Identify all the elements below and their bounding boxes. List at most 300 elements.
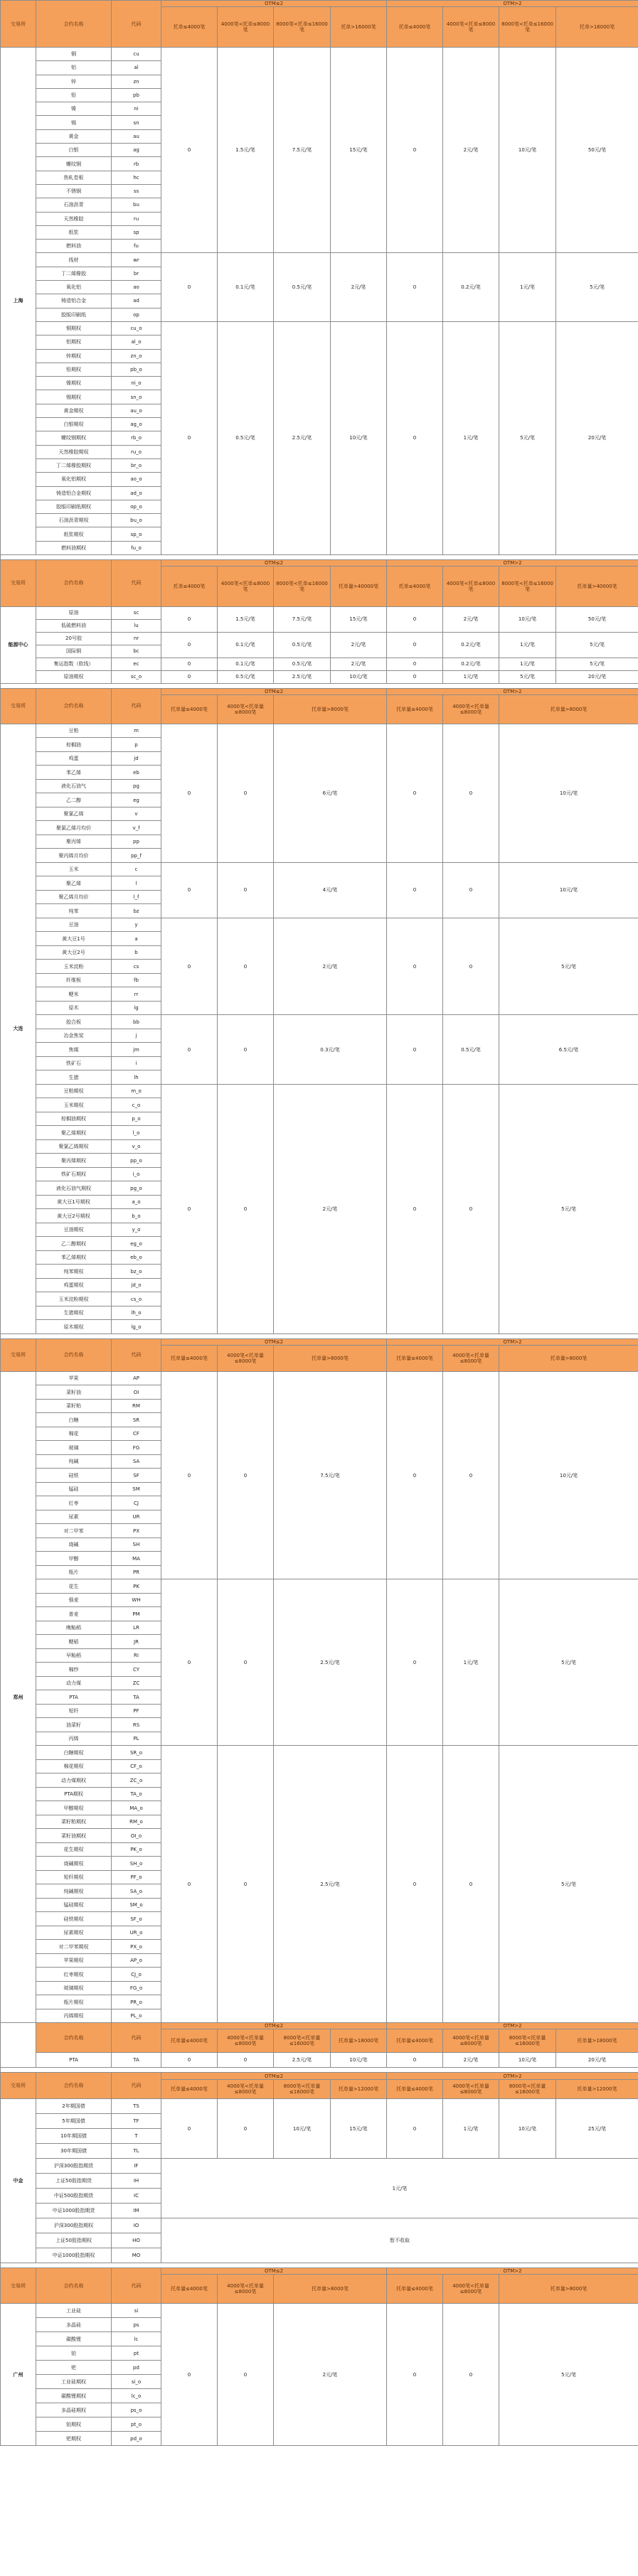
contract-name: 钯期权 — [36, 2432, 112, 2446]
section-gap — [1, 1333, 638, 1338]
fee-value: 0 — [161, 632, 218, 658]
code-header: 代码 — [112, 2268, 161, 2304]
contract-name: 丁二烯橡胶 — [36, 267, 112, 280]
contract-code: pg_o — [112, 1181, 161, 1196]
contract-code: bb — [112, 1015, 161, 1029]
contract-name: 纤维板 — [36, 973, 112, 987]
contract-code: PK — [112, 1579, 161, 1594]
tier-header: 4000笔<托单量≤8000笔 — [218, 2080, 274, 2099]
contract-code: pd_o — [112, 2432, 161, 2446]
contract-code: SR_o — [112, 1746, 161, 1760]
fee-value: 0.5元/笔 — [274, 632, 331, 658]
contract-name: 螺纹钢 — [36, 157, 112, 171]
contract-name: 铸造铝合金 — [36, 294, 112, 308]
contract-code: ZC — [112, 1676, 161, 1690]
tier-header: 托单量≤4000笔 — [161, 2029, 218, 2053]
tier-header: 4000笔<托单量≤8000笔 — [443, 2029, 499, 2053]
contract-name: 胶版印刷纸期权 — [36, 500, 112, 513]
code-header: 代码 — [112, 1, 161, 48]
contract-code: zn_o — [112, 349, 161, 363]
contract-name: 燃料油 — [36, 240, 112, 253]
tier-header: 托单量≤4000笔 — [387, 2275, 443, 2304]
contract-name: 菜籽油 — [36, 1385, 112, 1400]
fee-value: 20元/笔 — [556, 321, 638, 554]
contract-code: OI_o — [112, 1829, 161, 1843]
contract-code: lg_o — [112, 1320, 161, 1334]
contract-code: RM_o — [112, 1815, 161, 1829]
tier-header: 托单量≤4000笔 — [161, 694, 218, 724]
fee-value: 20元/笔 — [556, 670, 638, 683]
contract-name: 白银期权 — [36, 418, 112, 431]
table-row — [1, 724, 638, 738]
fee-value: 2元/笔 — [274, 1084, 387, 1333]
contract-code: RM — [112, 1399, 161, 1413]
contract-name: 强麦 — [36, 1593, 112, 1607]
contract-code: br_o — [112, 458, 161, 472]
contract-code: sn_o — [112, 390, 161, 404]
fee-value: 2.5元/笔 — [274, 670, 331, 683]
contract-code: zn — [112, 75, 161, 88]
contract-name: 粳米 — [36, 987, 112, 1002]
contract-name: 丁二烯橡胶期权 — [36, 458, 112, 472]
fee-value: 0 — [218, 862, 274, 918]
contract-name: 碳酸锂 — [36, 2332, 112, 2346]
contract-name: 菜籽油期权 — [36, 1829, 112, 1843]
contract-name: 普麦 — [36, 1607, 112, 1621]
contract-code: lh — [112, 1070, 161, 1085]
tier-header: 托单量>8000笔 — [499, 2275, 638, 2304]
fee-value: 15元/笔 — [331, 2099, 387, 2159]
otm-le2-header: OTM≤2 — [161, 2023, 387, 2029]
contract-name: 硅铁期权 — [36, 1912, 112, 1926]
fee-value: 0 — [387, 1371, 443, 1579]
contract-code: pp_o — [112, 1154, 161, 1168]
tier-header: 托单量>8000笔 — [274, 694, 387, 724]
contract-name-header: 合约名称 — [36, 2073, 112, 2099]
contract-name: 锡期权 — [36, 390, 112, 404]
contract-code: l — [112, 876, 161, 891]
fee-value: 0 — [443, 1371, 499, 1579]
contract-code: nr — [112, 632, 161, 645]
otm-le2-header: OTM≤2 — [161, 2268, 387, 2275]
contract-code: sc — [112, 606, 161, 619]
contract-name: 锌期权 — [36, 349, 112, 363]
contract-code: ao — [112, 281, 161, 294]
table-row — [1, 2218, 638, 2233]
contract-code: ag_o — [112, 418, 161, 431]
contract-name: 玉米淀粉 — [36, 960, 112, 974]
fee-value: 0 — [161, 1084, 218, 1333]
contract-code: al — [112, 61, 161, 75]
fee-value: 10元/笔 — [499, 48, 556, 253]
contract-code: MO — [112, 2248, 161, 2263]
contract-code: PL_o — [112, 2009, 161, 2023]
fee-value: 0 — [387, 1084, 443, 1333]
section-header-row — [1, 1338, 638, 1345]
exchange-header: 交易所 — [1, 1, 36, 48]
contract-code: l_o — [112, 1126, 161, 1140]
fee-value: 1元/笔 — [499, 253, 556, 321]
contract-name: 中证1000股指期权 — [36, 2248, 112, 2263]
contract-code: al_o — [112, 336, 161, 349]
tier-header: 托单量≤4000笔 — [387, 2029, 443, 2053]
contract-name: 豆粕期权 — [36, 1084, 112, 1098]
tier-header: 托单≤4000笔 — [387, 7, 443, 48]
fee-value: 0 — [218, 918, 274, 1015]
contract-code: m_o — [112, 1084, 161, 1098]
contract-name: 苯乙烯期权 — [36, 1250, 112, 1265]
table-row — [1, 658, 638, 670]
fee-value: 0 — [387, 632, 443, 658]
contract-name: 胶合板 — [36, 1015, 112, 1029]
exchange-name: 大连 — [1, 724, 36, 1333]
fee-value: 5元/笔 — [556, 632, 638, 658]
contract-code: y_o — [112, 1223, 161, 1237]
contract-code: fu_o — [112, 541, 161, 554]
fee-value: 0.2元/笔 — [443, 658, 499, 670]
fee-value: 7.5元/笔 — [274, 48, 331, 253]
fee-value: 0 — [218, 724, 274, 862]
otm-gt2-header: OTM>2 — [387, 2073, 638, 2080]
fee-value: 0 — [387, 1015, 443, 1085]
contract-name-header: 合约名称 — [36, 1, 112, 48]
contract-name: 苹果期权 — [36, 1953, 112, 1968]
contract-name: 纸浆 — [36, 225, 112, 239]
contract-name: 动力煤 — [36, 1676, 112, 1690]
contract-name: 白糖期权 — [36, 1746, 112, 1760]
code-header: 代码 — [112, 559, 161, 606]
fee-value: 0 — [387, 253, 443, 321]
contract-name: 黄金期权 — [36, 404, 112, 417]
contract-code: IH — [112, 2174, 161, 2189]
contract-code: SH — [112, 1537, 161, 1552]
contract-name: 甲醇期权 — [36, 1801, 112, 1815]
contract-code: RI — [112, 1648, 161, 1663]
contract-code: fb — [112, 973, 161, 987]
contract-name: 钯 — [36, 2361, 112, 2375]
contract-name: 花生 — [36, 1579, 112, 1594]
tier-header: 8000笔<托单量≤16000笔 — [274, 2080, 331, 2099]
fee-value: 0 — [161, 606, 218, 632]
fee-value: 0 — [161, 2053, 218, 2068]
contract-code: fu — [112, 240, 161, 253]
contract-name: 白银 — [36, 144, 112, 157]
contract-name: 尿素期权 — [36, 1926, 112, 1940]
fee-value: 0.1元/笔 — [218, 253, 274, 321]
exchange-name: 能源中心 — [1, 606, 36, 683]
contract-name: 纯碱期权 — [36, 1884, 112, 1899]
fee-value: 0 — [161, 724, 218, 862]
tier-header: 托单≤4000笔 — [161, 7, 218, 48]
contract-code: ps — [112, 2318, 161, 2332]
exchange-name: 中金 — [1, 2099, 36, 2263]
spacer-cell — [1, 2023, 36, 2068]
contract-code: bz — [112, 904, 161, 918]
contract-code: PK_o — [112, 1842, 161, 1857]
contract-name: 胶版印刷纸 — [36, 308, 112, 321]
fee-value: 0 — [218, 2304, 274, 2446]
contract-name: 铁矿石 — [36, 1056, 112, 1070]
contract-code: cs_o — [112, 1292, 161, 1306]
contract-name: 氧化铝期权 — [36, 473, 112, 486]
fee-value: 0 — [387, 724, 443, 862]
fee-value: 1元/笔 — [499, 632, 556, 658]
fee-value: 0 — [443, 918, 499, 1015]
contract-code: IC — [112, 2189, 161, 2204]
contract-code: bu_o — [112, 514, 161, 527]
contract-name: 上证50股指期货 — [36, 2174, 112, 2189]
exchange-name: 广州 — [1, 2304, 36, 2446]
contract-code: c — [112, 862, 161, 876]
fee-value: 1元/笔 — [443, 2099, 499, 2159]
contract-code: ru — [112, 212, 161, 225]
tier-header: 8000笔<托单量≤16000笔 — [274, 2029, 331, 2053]
contract-name: 早籼稻 — [36, 1648, 112, 1663]
contract-code: bc — [112, 645, 161, 658]
table-row — [1, 321, 638, 335]
fee-value: 2元/笔 — [331, 632, 387, 658]
contract-code: au_o — [112, 404, 161, 417]
fee-value: 0 — [161, 48, 218, 253]
contract-name: 对二甲苯期权 — [36, 1940, 112, 1954]
contract-code: LR — [112, 1621, 161, 1635]
fee-value: 10元/笔 — [499, 862, 638, 918]
contract-name: 沪深300股指期货 — [36, 2159, 112, 2174]
contract-name: 短纤 — [36, 1704, 112, 1718]
otm-le2-header: OTM≤2 — [161, 1, 387, 7]
contract-name: 黄大豆2号 — [36, 945, 112, 960]
table-row — [1, 1015, 638, 1029]
contract-code: PR — [112, 1565, 161, 1579]
contract-name: 玉米 — [36, 862, 112, 876]
contract-name-header: 合约名称 — [36, 688, 112, 724]
tier-header: 4000笔<托单量≤8000笔 — [443, 694, 499, 724]
fee-value: 5元/笔 — [499, 1579, 638, 1746]
contract-code: SH_o — [112, 1857, 161, 1871]
contract-name: 油菜籽 — [36, 1718, 112, 1732]
contract-name-header: 合约名称 — [36, 1338, 112, 1371]
otm-le2-header: OTM≤2 — [161, 2073, 387, 2080]
contract-code: c_o — [112, 1098, 161, 1112]
contract-code: ps_o — [112, 2403, 161, 2417]
contract-name: 30年期国债 — [36, 2144, 112, 2159]
exchange-header: 交易所 — [1, 559, 36, 606]
contract-name: 瓶片期权 — [36, 1995, 112, 2009]
contract-code: IM — [112, 2204, 161, 2218]
section-gap — [1, 683, 638, 688]
contract-code: pb — [112, 88, 161, 102]
contract-name: 上证50股指期权 — [36, 2233, 112, 2248]
contract-code: MA — [112, 1552, 161, 1566]
table-row — [1, 48, 638, 61]
contract-name: 碳酸锂期权 — [36, 2389, 112, 2403]
fee-value: 1元/笔 — [443, 1579, 499, 1746]
fee-value: 5元/笔 — [499, 1746, 638, 2023]
fee-value: 10元/笔 — [331, 321, 387, 554]
contract-code: lc_o — [112, 2389, 161, 2403]
contract-name: 石油沥青期权 — [36, 514, 112, 527]
contract-name: 焦煤 — [36, 1043, 112, 1057]
contract-name: 尿素 — [36, 1510, 112, 1524]
fee-value: 0 — [161, 2304, 218, 2446]
otm-gt2-header: OTM>2 — [387, 559, 638, 566]
contract-code: pg — [112, 779, 161, 793]
contract-name: 线材 — [36, 253, 112, 267]
contract-name: 苯乙烯 — [36, 766, 112, 780]
contract-name: 对二甲苯 — [36, 1524, 112, 1538]
section-header-row — [1, 2268, 638, 2275]
fee-value: 暂不收取 — [161, 2218, 638, 2263]
contract-name: 聚氯乙烯期权 — [36, 1139, 112, 1154]
contract-name: 玻璃期权 — [36, 1981, 112, 1995]
contract-name: 聚丙烯 — [36, 834, 112, 849]
tier-header: 8000笔<托单量≤16000笔 — [499, 2080, 556, 2099]
contract-code: lh_o — [112, 1306, 161, 1320]
contract-code: si_o — [112, 2375, 161, 2389]
contract-code: WH — [112, 1593, 161, 1607]
fee-value: 0 — [387, 658, 443, 670]
contract-code: ni_o — [112, 377, 161, 390]
contract-name: 纯碱 — [36, 1454, 112, 1469]
contract-name: 氧化铝 — [36, 281, 112, 294]
contract-code: CJ — [112, 1496, 161, 1510]
fee-value: 0 — [387, 2053, 443, 2068]
contract-code: b — [112, 945, 161, 960]
fee-value: 2元/笔 — [331, 253, 387, 321]
contract-name: 乙二醇期权 — [36, 1237, 112, 1251]
contract-name: 棉纱 — [36, 1663, 112, 1677]
contract-name: 多晶硅期权 — [36, 2403, 112, 2417]
fee-value: 0.5元/笔 — [218, 670, 274, 683]
contract-name: 天然橡胶期权 — [36, 445, 112, 458]
contract-code: pb_o — [112, 363, 161, 376]
contract-code: TA_o — [112, 1787, 161, 1801]
contract-code: PX_o — [112, 1940, 161, 1954]
contract-name: 鸡蛋 — [36, 751, 112, 766]
contract-code: ZC_o — [112, 1773, 161, 1788]
contract-code: a_o — [112, 1195, 161, 1209]
tier-header: 托单量≤4000笔 — [161, 1345, 218, 1371]
fee-value: 5元/笔 — [499, 2304, 638, 2446]
contract-code: lu — [112, 619, 161, 632]
contract-name: 低硫燃料油 — [36, 619, 112, 632]
contract-code: pt — [112, 2346, 161, 2361]
contract-name: 锰硅 — [36, 1482, 112, 1496]
tier-header: 托单>16000笔 — [331, 7, 387, 48]
contract-code: SM — [112, 1482, 161, 1496]
fee-value: 15元/笔 — [331, 606, 387, 632]
contract-name: 晚籼稻 — [36, 1621, 112, 1635]
code-header: 代码 — [112, 2023, 161, 2053]
contract-name: 乙二醇 — [36, 793, 112, 807]
contract-code: cs — [112, 960, 161, 974]
fee-value: 0 — [161, 670, 218, 683]
contract-code: UR_o — [112, 1926, 161, 1940]
tier-header: 8000笔<托单量≤16000笔 — [499, 2029, 556, 2053]
fee-value: 50元/笔 — [556, 48, 638, 253]
fee-value: 5元/笔 — [499, 321, 556, 554]
gap-cell — [1, 2068, 638, 2073]
exchange-header: 交易所 — [1, 1338, 36, 1371]
contract-code: i_o — [112, 1167, 161, 1181]
contract-name: 液化石油气 — [36, 779, 112, 793]
otm-gt2-header: OTM>2 — [387, 2268, 638, 2275]
tier-header: 4000笔<托单量≤8000笔 — [443, 1345, 499, 1371]
fee-value: 0 — [443, 1746, 499, 2023]
contract-name: 螺纹钢期权 — [36, 431, 112, 445]
contract-code: MA_o — [112, 1801, 161, 1815]
contract-code: v — [112, 807, 161, 821]
contract-name: 丙烯 — [36, 1732, 112, 1746]
contract-name: 20号胶 — [36, 632, 112, 645]
contract-name: PTA — [36, 2053, 112, 2068]
contract-code: RS — [112, 1718, 161, 1732]
table-row — [1, 1084, 638, 1098]
fee-value: 0.5元/笔 — [274, 658, 331, 670]
fee-value: 0 — [161, 1371, 218, 1579]
contract-name: 豆油期权 — [36, 1223, 112, 1237]
contract-name: 聚乙烯期权 — [36, 1126, 112, 1140]
contract-name: 工业硅 — [36, 2304, 112, 2318]
contract-code: SR — [112, 1413, 161, 1427]
fee-value: 10元/笔 — [274, 2099, 331, 2159]
contract-code: PF — [112, 1704, 161, 1718]
contract-code: jd_o — [112, 1278, 161, 1292]
fee-value: 1元/笔 — [443, 321, 499, 554]
contract-name: 液化石油气期权 — [36, 1181, 112, 1196]
tier-header: 4000笔<托单量≤8000笔 — [443, 2275, 499, 2304]
contract-name: 烧碱期权 — [36, 1857, 112, 1871]
contract-code: l_f — [112, 890, 161, 904]
fee-value: 2元/笔 — [443, 48, 499, 253]
contract-code: cu — [112, 48, 161, 61]
contract-name: 铅期权 — [36, 363, 112, 376]
contract-code: lc — [112, 2332, 161, 2346]
contract-code: sc_o — [112, 670, 161, 683]
table-row — [1, 2099, 638, 2114]
section-gap — [1, 2068, 638, 2073]
contract-name: 国际铜 — [36, 645, 112, 658]
contract-name: 豆油 — [36, 918, 112, 932]
contract-name: 红枣 — [36, 1496, 112, 1510]
contract-code: UR — [112, 1510, 161, 1524]
tier-header: 托单量>12000笔 — [331, 2080, 387, 2099]
otm-gt2-header: OTM>2 — [387, 1338, 638, 1345]
contract-code: v_f — [112, 821, 161, 835]
contract-name: 热轧卷板 — [36, 171, 112, 184]
fee-value: 2.5元/笔 — [274, 1579, 387, 1746]
gap-cell — [1, 1333, 638, 1338]
contract-code: PL — [112, 1732, 161, 1746]
fee-value: 2元/笔 — [331, 658, 387, 670]
contract-code: cu_o — [112, 321, 161, 335]
contract-name: 玉米期权 — [36, 1098, 112, 1112]
contract-code: FG_o — [112, 1981, 161, 1995]
exchange-header: 交易所 — [1, 2073, 36, 2099]
fee-value: 0 — [218, 1015, 274, 1085]
contract-code: ao_o — [112, 473, 161, 486]
contract-name: 红枣期权 — [36, 1968, 112, 1982]
contract-code: pp — [112, 834, 161, 849]
table-row — [1, 1371, 638, 1385]
tier-header: 托单量≤4000笔 — [387, 2080, 443, 2099]
contract-code: ec — [112, 658, 161, 670]
tier-header: 4000笔<托单≤8000笔 — [218, 7, 274, 48]
tier-header: 托单量≤4000笔 — [161, 2080, 218, 2099]
contract-code: eb_o — [112, 1250, 161, 1265]
contract-name: 原油期权 — [36, 670, 112, 683]
contract-name: 烧碱 — [36, 1537, 112, 1552]
